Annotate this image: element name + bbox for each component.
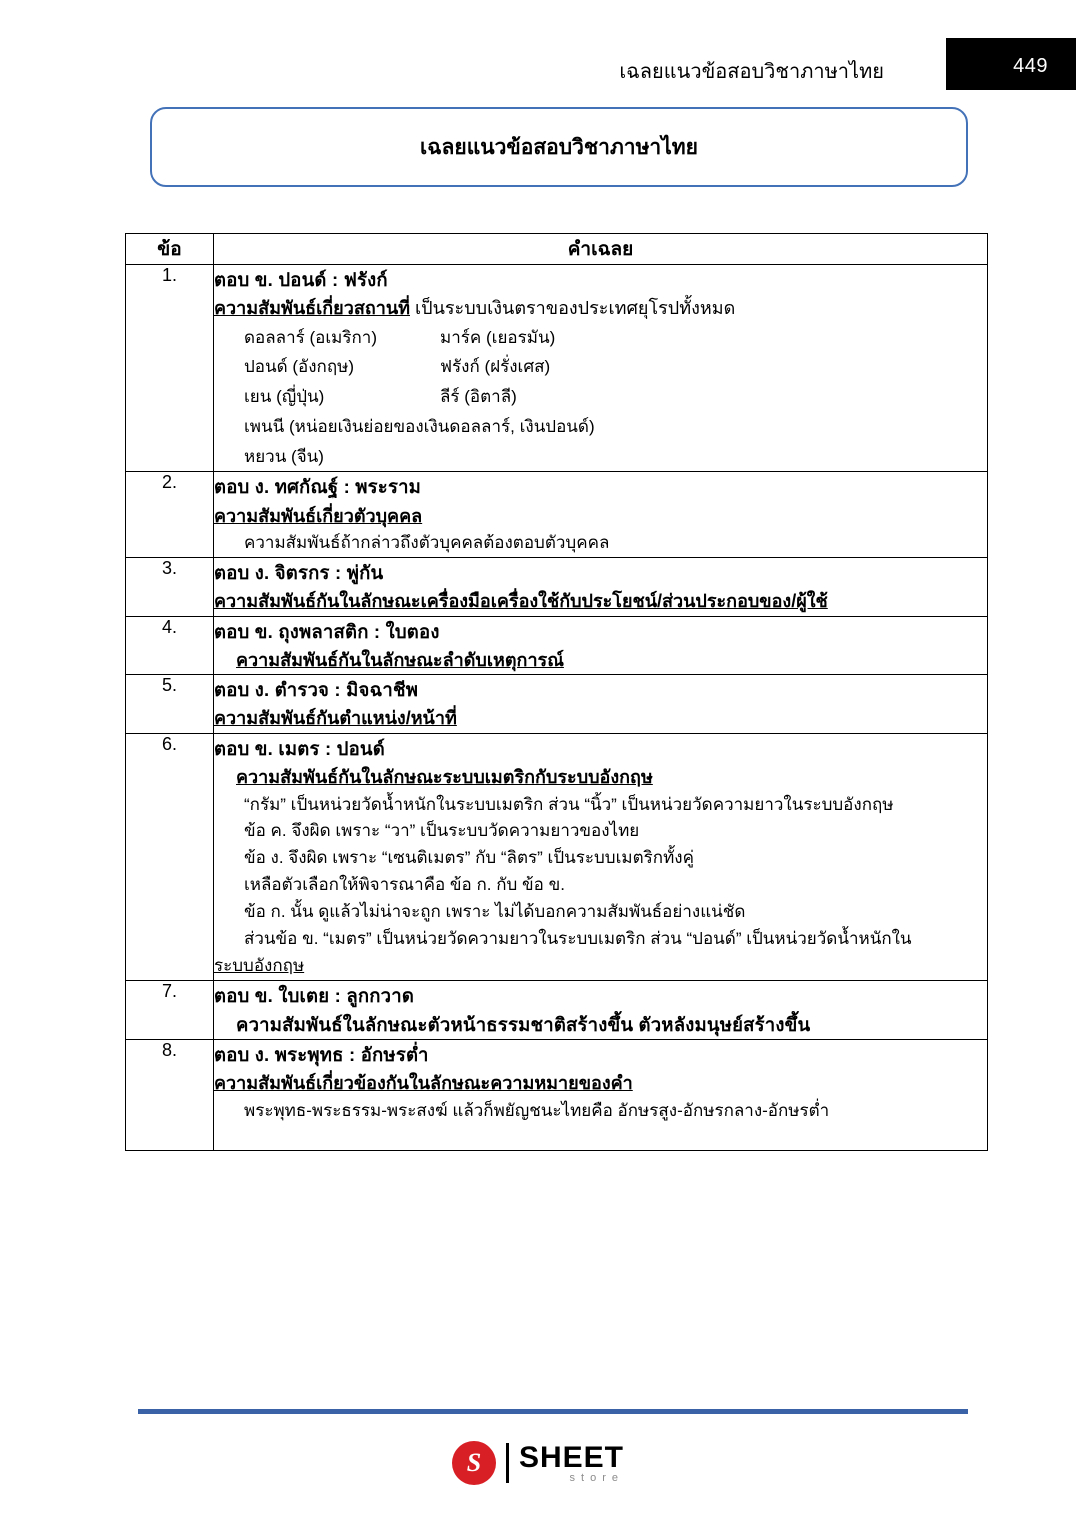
row-answer <box>214 675 988 734</box>
row-answer <box>214 265 988 472</box>
row-number: 8. <box>126 1040 214 1151</box>
list-item <box>244 352 987 382</box>
pair-right: ฟรังก์ (ฝรั่งเศส) <box>440 357 551 377</box>
row-answer <box>214 557 988 616</box>
answer-subhead-line <box>214 294 987 322</box>
answer-subhead: ความสัมพันธ์กันในลักษณะระบบเมตริกกับระบบอังกฤษ <box>236 767 653 788</box>
logo-wordmark <box>518 1440 625 1484</box>
row-answer <box>214 472 988 558</box>
pair-left: เพนนี (หน่อยเงินย่อยของเงินดอลลาร์, เงินปอนด์) <box>244 416 595 436</box>
answer-line: ข้อ ง. จึงผิด เพราะ “เซนติเมตร” กับ “ลิตร” เป็นระบบเมตริกทั้งคู่ <box>244 848 694 868</box>
answer-main: ตอบ ข. ใบเตย : ลูกกวาด <box>214 984 415 1006</box>
banner-title: เฉลยแนวข้อสอบวิชาภาษาไทย <box>420 135 698 159</box>
row-number: 1. <box>126 265 214 472</box>
logo-sub: store <box>569 1471 625 1484</box>
pair-left: ปอนด์ (อังกฤษ) <box>244 357 355 377</box>
page-header <box>0 0 1076 96</box>
column-header-answer: คำเฉลย <box>214 234 988 265</box>
answer-detail: ความสัมพันธ์ถ้ากล่าวถึงตัวบุคคลต้องตอบตัวบุคคล <box>244 533 610 553</box>
table-row <box>126 980 988 1039</box>
list-item <box>244 412 987 442</box>
row-number: 6. <box>126 733 214 980</box>
pair-left: หยวน (จีน) <box>244 446 324 466</box>
row-answer <box>214 980 988 1039</box>
answer-subhead: ความสัมพันธ์กันในลักษณะเครื่องมือเครื่องใช้กับประโยชน์/ส่วนประกอบของ/ผู้ใช้ <box>214 591 828 612</box>
answer-main: ตอบ ง. จิตรกร : พู่กัน <box>214 561 384 583</box>
table-row <box>126 1040 988 1151</box>
answer-main: ตอบ ข. ถุงพลาสติก : ใบตอง <box>214 620 440 642</box>
header-title: เฉลยแนวข้อสอบวิชาภาษาไทย <box>619 61 884 83</box>
answer-line: ข้อ ก. นั้น ดูแล้วไม่น่าจะถูก เพราะ ไม่ได้บอกความสัมพันธ์อย่างแน่ชัด <box>244 901 746 921</box>
answer-line: ส่วนข้อ ข. “เมตร” เป็นหน่วยวัดความยาวในระบบเมตริก ส่วน “ปอนด์” เป็นหน่วยวัดน้ำหนักใน <box>244 928 912 948</box>
sheet-logo-icon: S <box>452 1441 496 1485</box>
answer-line: “กรัม” เป็นหน่วยวัดน้ำหนักในระบบเมตริก ส่วน “นิ้ว” เป็นหน่วยวัดความยาวในระบบอังกฤษ <box>244 794 894 814</box>
answer-line: ข้อ ค. จึงผิด เพราะ “วา” เป็นระบบวัดความยาวของไทย <box>244 821 640 841</box>
table-row <box>126 557 988 616</box>
answer-main: ตอบ ข. ปอนด์ : ฟรังก์ <box>214 269 388 290</box>
row-number: 4. <box>126 616 214 675</box>
logo-name: SHEET <box>518 1440 625 1474</box>
footer-logo <box>0 1432 1076 1494</box>
column-header-no: ข้อ <box>126 234 214 265</box>
answer-line: เหลือตัวเลือกให้พิจารณาคือ ข้อ ก. กับ ข้อ ข. <box>244 875 565 895</box>
answer-detail: พระพุทธ-พระธรรม-พระสงฆ์ แล้วก็พยัญชนะไทยคือ อักษรสูง-อักษรกลาง-อักษรต่ำ <box>244 1100 830 1120</box>
currency-pairs <box>214 323 987 472</box>
table-row <box>126 472 988 558</box>
row-answer <box>214 733 988 980</box>
pair-left: เยน (ญี่ปุ่น) <box>244 387 325 407</box>
table-row <box>126 265 988 472</box>
row-number: 7. <box>126 980 214 1039</box>
list-item <box>244 382 987 412</box>
row-number: 5. <box>126 675 214 734</box>
row-number: 2. <box>126 472 214 558</box>
pair-left: ดอลลาร์ (อเมริกา) <box>244 327 378 347</box>
answer-subhead: ความสัมพันธ์เกี่ยวสถานที่ <box>214 298 410 319</box>
page-number-box <box>946 38 1076 90</box>
answer-main: ตอบ ง. ตำรวจ : มิจฉาชีพ <box>214 679 419 701</box>
table-header-row <box>126 234 988 265</box>
row-answer <box>214 1040 988 1151</box>
row-number: 3. <box>126 557 214 616</box>
page-number: 449 <box>1013 55 1048 77</box>
answers-table-wrapper <box>125 233 987 1151</box>
answer-line: ระบบอังกฤษ <box>214 955 305 975</box>
table-row <box>126 675 988 734</box>
answer-subhead: ความสัมพันธ์เกี่ยวตัวบุคคล <box>214 505 423 526</box>
footer-divider <box>138 1409 968 1414</box>
list-item <box>244 442 987 472</box>
row-answer <box>214 616 988 675</box>
answer-subhead: ความสัมพันธ์ในลักษณะตัวหน้าธรรมชาติสร้างขึ้น ตัวหลังมนุษย์สร้างขึ้น <box>236 1013 811 1035</box>
answer-subhead-tail: เป็นระบบเงินตราของประเทศยุโรปทั้งหมด <box>410 298 736 319</box>
answers-table <box>125 233 988 1151</box>
answer-main: ตอบ ง. ทศกัณฐ์ : พระราม <box>214 476 422 498</box>
answer-main: ตอบ ง. พระพุทธ : อักษรต่ำ <box>214 1044 429 1065</box>
answer-subhead: ความสัมพันธ์เกี่ยวข้องกันในลักษณะความหมายของคำ <box>214 1073 633 1094</box>
logo-divider <box>506 1443 509 1483</box>
title-banner <box>150 107 968 187</box>
pair-right: ลีร์ (อิตาลี) <box>440 387 517 407</box>
pair-right: มาร์ค (เยอรมัน) <box>440 327 556 347</box>
answer-main: ตอบ ข. เมตร : ปอนด์ <box>214 737 385 759</box>
answer-subhead: ความสัมพันธ์กันตำแหน่ง/หน้าที่ <box>214 708 457 729</box>
list-item <box>244 323 987 353</box>
table-row <box>126 616 988 675</box>
table-row <box>126 733 988 980</box>
answer-subhead: ความสัมพันธ์กันในลักษณะลำดับเหตุการณ์ <box>236 649 564 670</box>
